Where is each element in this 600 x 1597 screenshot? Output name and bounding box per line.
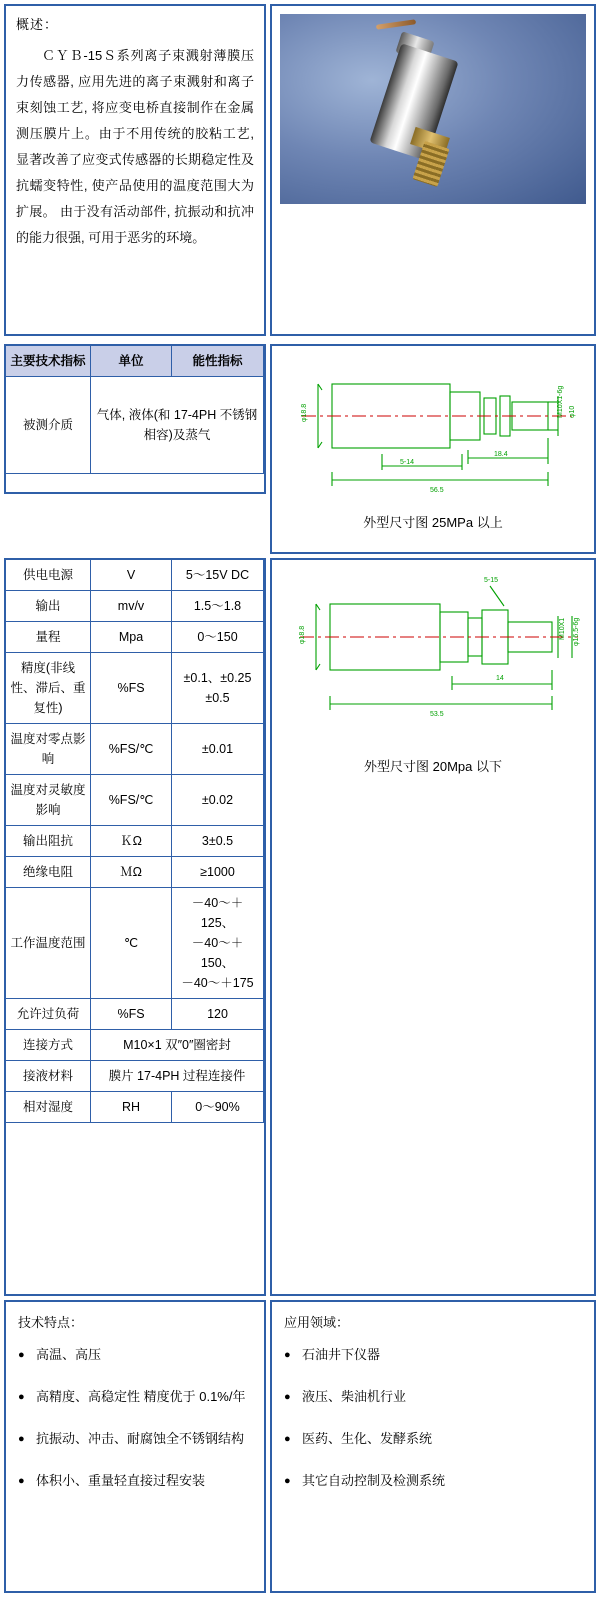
- spec-row-value: ≥1000: [172, 857, 264, 888]
- dimension-drawing-1-caption: 外型尺寸图 25MPa 以上: [363, 515, 503, 530]
- table-row: [6, 724, 264, 775]
- svg-text:M10X1: M10X1: [559, 617, 566, 640]
- spec-row-value: 5～15V DC: [172, 560, 264, 591]
- overview-title: 概述：: [16, 17, 59, 32]
- dimension-drawing-1: [272, 346, 594, 506]
- spec-row-unit: ＭΩ: [91, 857, 172, 888]
- spec-row-unit: RH: [91, 1092, 172, 1123]
- svg-text:φ18.8: φ18.8: [301, 403, 308, 422]
- sensor-wire: [376, 19, 416, 30]
- svg-text:5-14: 5-14: [400, 459, 415, 466]
- spec-row-name: 允许过负荷: [6, 999, 91, 1030]
- table-row: [6, 888, 264, 999]
- spec-row-name: 供电电源: [6, 560, 91, 591]
- spec-row-value: ±0.01: [172, 724, 264, 775]
- list-item: ● 石油井下仪器: [284, 1345, 582, 1365]
- spec-row-unit: %FS/℃: [91, 724, 172, 775]
- spec-row-unit: ℃: [91, 888, 172, 999]
- table-row: [6, 857, 264, 888]
- list-item: ● 医药、生化、发酵系统: [284, 1429, 582, 1449]
- spec-row-value: ±0.1、±0.25 ±0.5: [172, 653, 264, 724]
- table-row: [6, 377, 264, 474]
- applications-panel: [270, 1300, 596, 1593]
- spec-row-unit: mv/v: [91, 591, 172, 622]
- table-row: [6, 346, 264, 377]
- table-row: [6, 591, 264, 622]
- spec-row-unit: V: [91, 560, 172, 591]
- product-photo: [280, 14, 586, 204]
- svg-text:14: 14: [496, 675, 504, 682]
- spec-row-name: 绝缘电阻: [6, 857, 91, 888]
- table-row: [6, 1061, 264, 1092]
- table-row: [6, 622, 264, 653]
- spec-row-value: 0～90%: [172, 1092, 264, 1123]
- spec-row-value: 120: [172, 999, 264, 1030]
- dimension-drawing-2: [272, 560, 594, 750]
- spec-row-unit: %FS: [91, 999, 172, 1030]
- spec-row-name: 输出: [6, 591, 91, 622]
- spec-header-table-panel: [4, 344, 266, 494]
- table-row: [6, 560, 264, 591]
- table-row: [6, 1092, 264, 1123]
- overview-body: ＣＹＢ-15Ｓ系列离子束溅射薄膜压力传感器, 应用先进的离子束溅射和离子束刻蚀工艺, 将应变电桥直接制作在金属测压膜片上。由于不用传统的胶粘工艺, 显著改善了应变式传感器的长期稳定性及抗蠕变特性, 使产品使用的温度范围大为扩展。 由于没有活动部件, 抗振动和抗冲的能力很强, 可用于恶劣的环境。: [16, 48, 254, 245]
- svg-text:56.5: 56.5: [430, 487, 444, 494]
- spec-row-name: 工作温度范围: [6, 888, 91, 999]
- list-item: ● 抗振动、冲击、耐腐蚀全不锈钢结构: [18, 1429, 252, 1449]
- spec-row-unit: %FS: [91, 653, 172, 724]
- svg-text:M10X1-6g: M10X1-6g: [557, 385, 564, 418]
- spec-row-name: 温度对灵敏度影响: [6, 775, 91, 826]
- spec-row-value: 0～150: [172, 622, 264, 653]
- dimension-drawing-1-panel: [270, 344, 596, 554]
- table-row: [6, 653, 264, 724]
- spec-header-name: 主要技术指标: [6, 346, 91, 377]
- spec-row-value: －40～＋125、 －40～＋150、 －40～＋175: [172, 888, 264, 999]
- overview-panel: [4, 4, 266, 336]
- spec-row-medium-name: 被测介质: [6, 377, 91, 474]
- svg-text:18.4: 18.4: [494, 451, 508, 458]
- svg-text:53.5: 53.5: [430, 711, 444, 718]
- spec-row-name: 量程: [6, 622, 91, 653]
- spec-main-table-panel: [4, 558, 266, 1296]
- list-item: ● 高温、高压: [18, 1345, 252, 1365]
- spec-row-value: 膜片 17-4PH 过程连接件: [91, 1061, 264, 1092]
- list-item: ● 其它自动控制及检测系统: [284, 1471, 582, 1491]
- features-panel: [4, 1300, 266, 1593]
- spec-row-value: 1.5～1.8: [172, 591, 264, 622]
- product-photo-panel: [270, 4, 596, 336]
- spec-row-unit: ＫΩ: [91, 826, 172, 857]
- spec-row-value: 3±0.5: [172, 826, 264, 857]
- spec-row-value: ±0.02: [172, 775, 264, 826]
- dimension-drawing-2-panel: [270, 558, 596, 1296]
- list-item: ● 高精度、高稳定性 精度优于 0.1%/年: [18, 1387, 252, 1407]
- spec-main-table: [6, 560, 264, 1123]
- dimension-drawing-2-caption: 外型尺寸图 20Mpa 以下: [364, 759, 502, 774]
- spec-row-unit: Mpa: [91, 622, 172, 653]
- spec-row-value: M10×1 双″0″圈密封: [91, 1030, 264, 1061]
- features-title: 技术特点：: [18, 1315, 84, 1330]
- table-row: [6, 826, 264, 857]
- svg-text:5-15: 5-15: [484, 577, 499, 584]
- table-row: [6, 1030, 264, 1061]
- spec-row-name: 精度(非线性、滞后、重复性): [6, 653, 91, 724]
- spec-row-name: 连接方式: [6, 1030, 91, 1061]
- spec-row-unit: %FS/℃: [91, 775, 172, 826]
- svg-text:φ10: φ10: [569, 405, 576, 418]
- spec-row-name: 接液材料: [6, 1061, 91, 1092]
- table-row: [6, 775, 264, 826]
- spec-header-value: 能性指标: [172, 346, 264, 377]
- spec-row-medium-value: 气体, 液体(和 17-4PH 不锈钢相容)及蒸气: [91, 377, 264, 474]
- svg-text:φ18.8: φ18.8: [299, 625, 306, 644]
- spec-row-name: 输出阻抗: [6, 826, 91, 857]
- list-item: ● 体积小、重量轻直接过程安装: [18, 1471, 252, 1491]
- applications-title: 应用领域：: [284, 1315, 350, 1330]
- spec-header-table: [6, 346, 264, 474]
- table-row: [6, 999, 264, 1030]
- spec-row-name: 温度对零点影响: [6, 724, 91, 775]
- spec-header-unit: 单位: [91, 346, 172, 377]
- list-item: ● 液压、柴油机行业: [284, 1387, 582, 1407]
- svg-text:φ16.5-6g: φ16.5-6g: [573, 617, 580, 646]
- spec-row-name: 相对湿度: [6, 1092, 91, 1123]
